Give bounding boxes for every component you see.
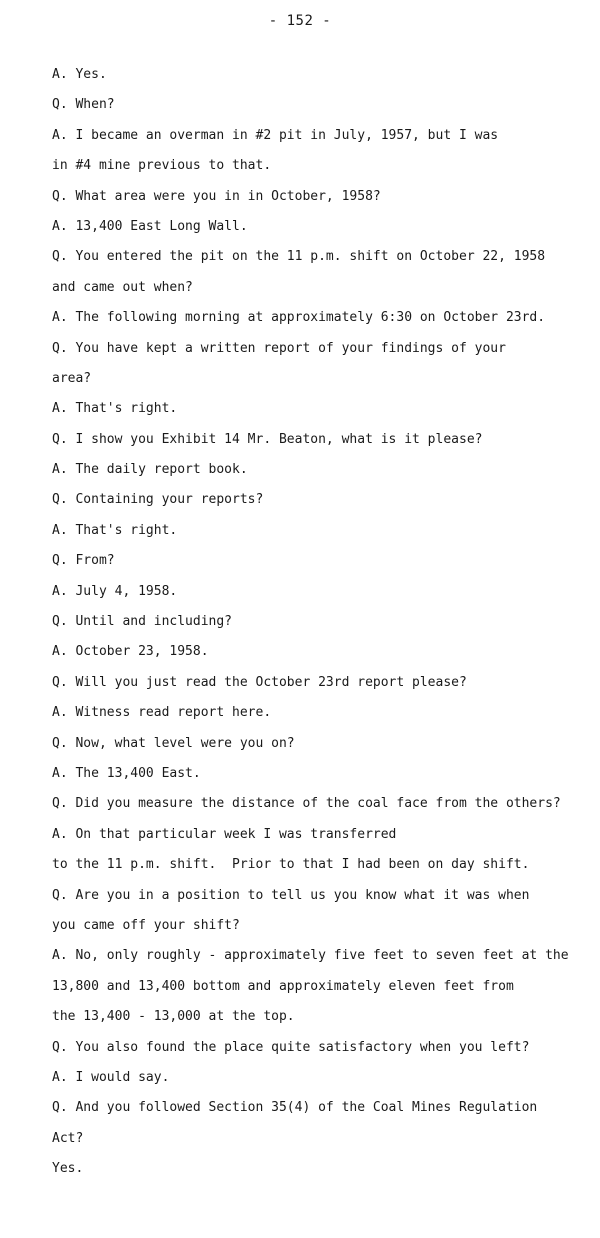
transcript-line: Q. Did you measure the distance of the coal face from the others?	[52, 796, 561, 812]
transcript-line: A. The daily report book.	[52, 462, 248, 478]
transcript-line: and came out when?	[52, 279, 193, 295]
transcript-line: A. I became an overman in #2 pit in July, 1957, but I was	[52, 127, 499, 143]
transcript-line: A. On that particular week I was transferred	[52, 826, 397, 842]
transcript-line: Q. And you followed Section 35(4) of the Coal Mines Regulation	[52, 1100, 538, 1116]
transcript-line: A. July 4, 1958.	[52, 583, 178, 599]
transcript-line: A. 13,400 East Long Wall.	[52, 218, 248, 234]
transcript-line: Q. Now, what level were you on?	[52, 735, 295, 751]
transcript-line: area?	[52, 370, 92, 386]
transcript-line: the 13,400 - 13,000 at the top.	[52, 1009, 295, 1025]
transcript-line: Q. What area were you in in October, 1958?	[52, 188, 381, 204]
transcript-line: Q. Will you just read the October 23rd report please?	[52, 674, 467, 690]
transcript-line: Act?	[52, 1130, 84, 1146]
transcript-line: A. That's right.	[52, 401, 178, 417]
transcript-line: A. Witness read report here.	[52, 705, 272, 721]
transcript-line: Q. You entered the pit on the 11 p.m. shift on October 22, 1958	[52, 249, 546, 265]
transcript-line: Q. Until and including?	[52, 614, 233, 630]
transcript-line: Q. From?	[52, 553, 115, 569]
transcript-line: A. Yes.	[52, 67, 107, 82]
transcript-line: Q. You have kept a written report of your findings of your	[52, 340, 506, 356]
transcript-line: A. I would say.	[52, 1069, 170, 1085]
transcript-line: Q. I show you Exhibit 14 Mr. Beaton, what is it please?	[52, 431, 483, 447]
transcript-line: A. That's right.	[52, 522, 178, 538]
transcript-line: 13,800 and 13,400 bottom and approximately eleven feet from	[52, 978, 514, 994]
transcript-line: A. No, only roughly - approximately five feet to seven feet at the	[52, 948, 569, 964]
transcript-line: A. October 23, 1958.	[52, 644, 209, 660]
transcript-line: you came off your shift?	[52, 917, 240, 933]
transcript-line: in #4 mine previous to that.	[52, 158, 272, 174]
transcript-line: A. The following morning at approximately 6:30 on October 23rd.	[52, 310, 546, 326]
transcript-line: Q. When?	[52, 97, 115, 113]
transcript-line: Q. Containing your reports?	[52, 492, 264, 508]
transcript-line: to the 11 p.m. shift. Prior to that I had been on day shift.	[52, 857, 530, 873]
transcript-line: Yes.	[52, 1161, 84, 1177]
transcript-line: Q. You also found the place quite satisfactory when you left?	[52, 1039, 530, 1055]
transcript-line: Q. Are you in a position to tell us you know what it was when	[52, 887, 530, 903]
page-number: - 152 -	[268, 13, 332, 29]
transcript	[52, 64, 592, 1188]
transcript-line: A. The 13,400 East.	[52, 765, 201, 781]
